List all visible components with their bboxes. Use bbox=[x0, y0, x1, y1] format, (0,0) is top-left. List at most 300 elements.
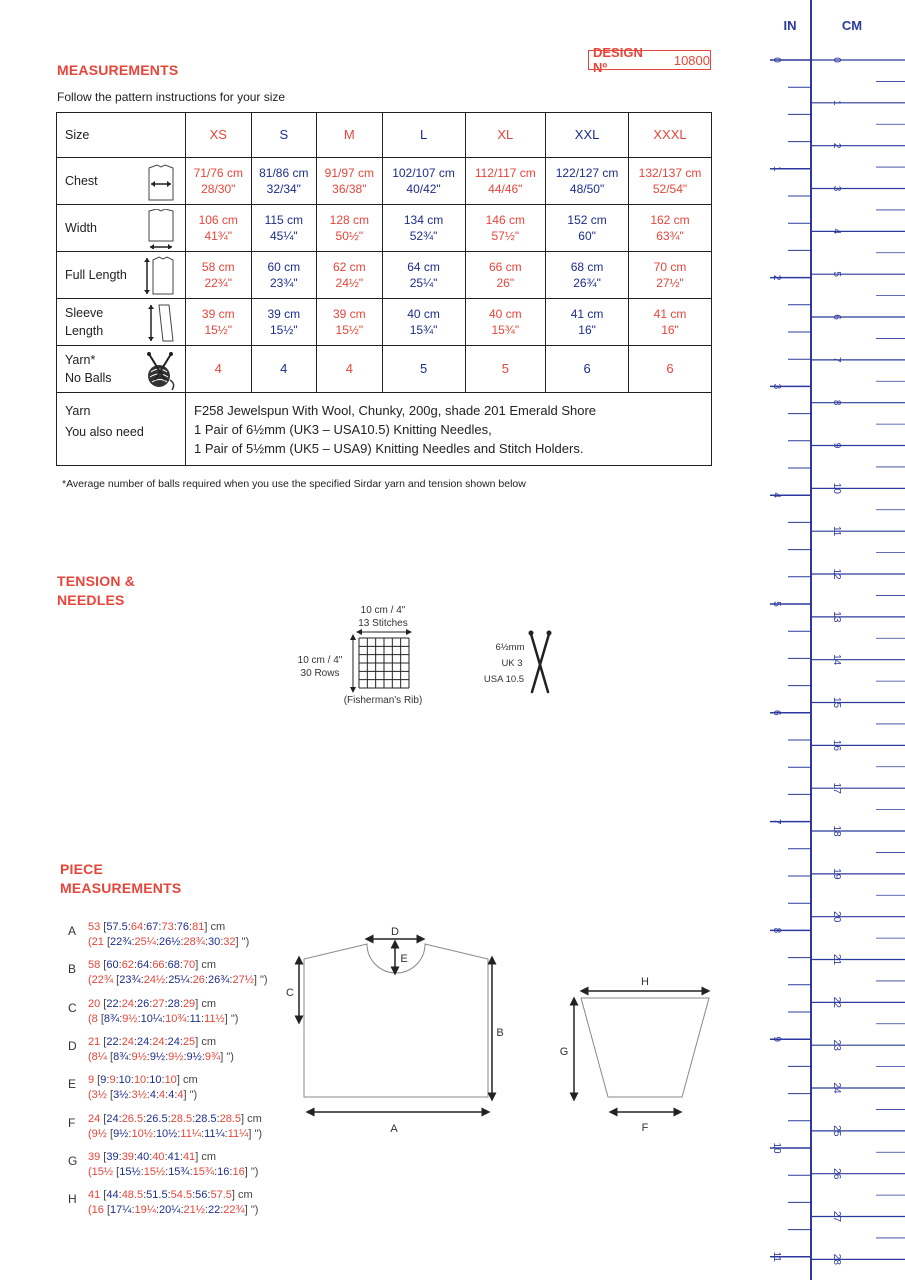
value-cm: 41 cm bbox=[570, 307, 604, 321]
separator: : bbox=[183, 1050, 187, 1063]
label-f: F bbox=[641, 1122, 649, 1134]
length-icon bbox=[139, 256, 179, 296]
piece-size-value: 9 bbox=[109, 1074, 116, 1087]
piece-values bbox=[88, 1188, 258, 1218]
label-a: A bbox=[390, 1123, 398, 1135]
tension-rows: 30 Rows bbox=[300, 668, 340, 679]
bracket: ] bbox=[220, 1050, 227, 1063]
value-cell bbox=[317, 252, 383, 299]
piece-unit: ") bbox=[260, 974, 268, 987]
ruler-cm-label: 21 bbox=[831, 953, 842, 966]
value-in: 41¾" bbox=[204, 229, 233, 243]
design-number: 10800 bbox=[673, 52, 710, 68]
balls-label-cell bbox=[57, 346, 186, 393]
balls-row bbox=[57, 346, 712, 393]
value-cell bbox=[382, 205, 465, 252]
yarn-labels bbox=[65, 401, 144, 443]
piece-size-value: 29 bbox=[182, 997, 196, 1010]
separator: : bbox=[164, 997, 168, 1010]
ruler-cm-label: 28 bbox=[831, 1253, 842, 1265]
ruler-cm-label: 1 bbox=[831, 100, 842, 106]
also-need-label: You also need bbox=[65, 425, 144, 439]
value-in: 52¾" bbox=[409, 229, 438, 243]
piece-first-value: 8 bbox=[91, 1012, 98, 1025]
bracket: ] bbox=[195, 1150, 202, 1163]
yarn-info-line: 1 Pair of 6½mm (UK3 – USA10.5) Knitting Needles, bbox=[194, 422, 492, 437]
piece-size-value: 28 bbox=[167, 997, 180, 1010]
value-cell bbox=[382, 299, 465, 346]
piece-size-value: 76 bbox=[176, 921, 190, 933]
table-row bbox=[57, 158, 712, 205]
row-label: Sleeve Length bbox=[65, 306, 104, 338]
row-label-cell bbox=[57, 205, 186, 252]
value-in: 52/54" bbox=[652, 182, 688, 196]
value-in: 25¼" bbox=[409, 276, 438, 290]
separator: : bbox=[189, 974, 193, 987]
separator: : bbox=[146, 1089, 150, 1102]
bracket: [ bbox=[100, 959, 107, 972]
piece-size-value: 11¼ bbox=[204, 1127, 225, 1140]
tension-swatch-grid bbox=[359, 638, 409, 688]
piece-size-value: 9½ bbox=[149, 1050, 166, 1063]
value-cm: 134 cm bbox=[403, 213, 444, 227]
ruler-cm-label: 8 bbox=[831, 399, 842, 406]
separator: : bbox=[224, 1127, 228, 1140]
piece-size-value: 22 bbox=[106, 1035, 119, 1048]
value-in: 15½" bbox=[335, 323, 364, 337]
table-row bbox=[57, 299, 712, 346]
piece-size-value: 17¼ bbox=[110, 1204, 132, 1217]
ruler bbox=[752, 0, 905, 1280]
piece-first-value: 21 bbox=[88, 1035, 101, 1048]
ruler-inch-label: 9 bbox=[771, 1036, 782, 1042]
separator: : bbox=[192, 1112, 196, 1125]
piece-cm-line bbox=[88, 1112, 262, 1127]
separator: : bbox=[167, 1112, 171, 1125]
value-in: 40/42" bbox=[406, 182, 441, 196]
piece-size-value: 56 bbox=[195, 1189, 208, 1202]
piece-size-value: 39 bbox=[106, 1150, 119, 1163]
ruler-cm-label: 16 bbox=[831, 739, 842, 751]
separator: : bbox=[189, 921, 193, 933]
ruler-cm-label: 20 bbox=[831, 911, 842, 923]
piece-unit: cm bbox=[182, 1074, 198, 1087]
value-in: 36/38" bbox=[332, 182, 367, 196]
label-g: G bbox=[559, 1046, 569, 1058]
piece-size-value: 8¾ bbox=[113, 1050, 129, 1063]
separator: : bbox=[115, 1074, 119, 1087]
yarn-label-cell bbox=[57, 393, 186, 466]
piece-letter: A bbox=[68, 924, 77, 938]
piece-size-value: 62 bbox=[121, 959, 134, 972]
paren-open: ( bbox=[88, 936, 92, 948]
piece-size-value: 9½ bbox=[122, 1012, 138, 1025]
ruler-inch-label: 10 bbox=[771, 1142, 782, 1154]
label-b: B bbox=[496, 1027, 504, 1039]
separator: : bbox=[128, 1127, 132, 1140]
ruler-cm-label: 3 bbox=[831, 185, 842, 192]
separator: : bbox=[118, 997, 122, 1010]
value-cm: 40 cm bbox=[488, 307, 522, 321]
piece-size-value: 15½ bbox=[143, 1165, 166, 1178]
piece-size-value: 26 bbox=[137, 997, 150, 1010]
bracket: [ bbox=[106, 1050, 114, 1063]
value-cm: 128 cm bbox=[329, 213, 369, 227]
piece-cm-line bbox=[88, 1188, 258, 1203]
value-cell bbox=[251, 205, 317, 252]
piece-size-value: 10 bbox=[133, 1074, 147, 1087]
tension-heading-line1: TENSION & bbox=[57, 573, 136, 589]
table-row bbox=[57, 205, 712, 252]
ruler-cm-label: 7 bbox=[831, 357, 842, 363]
bracket: [ bbox=[100, 1189, 107, 1202]
bracket: ] bbox=[176, 1074, 183, 1087]
piece-size-value: 22¾ bbox=[110, 936, 132, 948]
separator: : bbox=[164, 1035, 168, 1048]
value-cell bbox=[629, 299, 712, 346]
balls-count: 6 bbox=[629, 346, 712, 393]
separator: : bbox=[137, 1012, 141, 1025]
separator: : bbox=[149, 959, 153, 972]
value-in: 15¾" bbox=[409, 323, 438, 337]
ruler-cm-label: 14 bbox=[831, 654, 842, 666]
separator: : bbox=[128, 1050, 132, 1063]
ruler-cm-label: 10 bbox=[831, 482, 842, 494]
value-in: 26¾" bbox=[573, 276, 601, 290]
separator: : bbox=[119, 1012, 123, 1025]
piece-unit: cm bbox=[210, 921, 226, 933]
separator: : bbox=[214, 1165, 218, 1178]
piece-letter: D bbox=[68, 1038, 77, 1053]
width-icon bbox=[139, 209, 179, 249]
value-in: 15½" bbox=[204, 323, 233, 337]
size-xxl: XXL bbox=[546, 113, 629, 158]
value-cell bbox=[382, 158, 465, 205]
needle-size: 6½mm bbox=[495, 642, 525, 653]
tension-stitch-name: (Fisherman's Rib) bbox=[343, 695, 423, 706]
value-cm: 70 cm bbox=[653, 260, 687, 274]
piece-cm-line bbox=[88, 920, 249, 935]
separator: : bbox=[155, 1204, 160, 1217]
value-cell bbox=[317, 299, 383, 346]
piece-letter: E bbox=[68, 1077, 77, 1092]
value-cm: 132/137 cm bbox=[638, 166, 702, 180]
ruler-cm-label: 17 bbox=[831, 782, 842, 794]
ruler-inch-label: 1 bbox=[771, 166, 782, 172]
bracket: ] bbox=[195, 997, 202, 1010]
value-cell bbox=[546, 299, 629, 346]
bracket: ] bbox=[224, 1012, 231, 1025]
piece-size-value: 26.5 bbox=[121, 1112, 144, 1125]
ruler-cm-label: 5 bbox=[831, 271, 842, 277]
piece-unit: cm bbox=[201, 959, 216, 972]
piece-unit: ") bbox=[189, 1089, 198, 1102]
ruler-cm-label: 25 bbox=[831, 1125, 842, 1137]
ruler-cm-label: 26 bbox=[831, 1168, 842, 1180]
value-cm: 152 cm bbox=[567, 213, 607, 227]
bracket: [ bbox=[100, 997, 107, 1010]
separator: : bbox=[207, 1189, 211, 1202]
piece-unit: ") bbox=[250, 1204, 259, 1217]
value-cell bbox=[629, 252, 712, 299]
separator: : bbox=[165, 1089, 169, 1102]
design-label: DESIGN Nº bbox=[593, 45, 643, 75]
separator: : bbox=[118, 959, 122, 972]
ruler-cm-label: 19 bbox=[831, 868, 842, 880]
piece-letter: H bbox=[68, 1192, 77, 1207]
piece-first-value: 58 bbox=[88, 959, 101, 972]
value-cm: 71/76 cm bbox=[193, 166, 243, 180]
ruler-cm-label: 6 bbox=[831, 314, 842, 320]
piece-size-value: 39 bbox=[121, 1150, 134, 1163]
separator: : bbox=[133, 959, 137, 972]
piece-first-value: 9 bbox=[88, 1074, 95, 1087]
piece-size-value: 11¼ bbox=[180, 1127, 202, 1140]
value-in: 24½" bbox=[335, 276, 364, 290]
piece-values bbox=[88, 1035, 234, 1065]
piece-size-value: 44 bbox=[106, 1189, 119, 1202]
size-s: S bbox=[251, 113, 317, 158]
value-in: 23¾" bbox=[269, 276, 298, 290]
paren-open: ( bbox=[88, 1089, 92, 1102]
paren-open: ( bbox=[88, 1127, 92, 1140]
piece-size-value: 24 bbox=[137, 1035, 150, 1048]
paren-open: ( bbox=[88, 1050, 92, 1063]
piece-in-line bbox=[88, 1127, 262, 1142]
piece-size-value: 28.5 bbox=[170, 1112, 193, 1125]
piece-size-value: 54.5 bbox=[170, 1189, 193, 1202]
piece-size-value: 20¼ bbox=[159, 1204, 181, 1217]
value-cell bbox=[465, 158, 546, 205]
separator: : bbox=[174, 1089, 178, 1102]
separator: : bbox=[118, 1035, 122, 1048]
needle-uk: UK 3 bbox=[501, 658, 523, 669]
piece-size-value: 4 bbox=[159, 1089, 166, 1102]
ruler-cm-label: 13 bbox=[831, 611, 842, 623]
piece-size-value: 28¾ bbox=[183, 936, 205, 948]
piece-size-value: 10½ bbox=[131, 1127, 153, 1140]
ruler-cm-label: 0 bbox=[831, 57, 842, 63]
separator: : bbox=[146, 1050, 150, 1063]
piece-in-line bbox=[88, 1012, 238, 1027]
separator: : bbox=[165, 1050, 169, 1063]
piece-size-value: 4 bbox=[177, 1089, 184, 1102]
ruler-inch-label: 11 bbox=[771, 1251, 782, 1262]
separator: : bbox=[201, 1012, 205, 1025]
paren-open: ( bbox=[88, 974, 92, 987]
bracket: [ bbox=[100, 1150, 107, 1163]
value-in: 63¾" bbox=[656, 229, 684, 243]
ruler-inch-scale bbox=[770, 57, 811, 1262]
piece-first-value: 9½ bbox=[91, 1127, 107, 1140]
ruler-cm-label: 24 bbox=[831, 1082, 842, 1094]
separator: : bbox=[155, 936, 160, 948]
bracket: ] bbox=[195, 1035, 202, 1048]
piece-size-value: 10½ bbox=[155, 1127, 178, 1140]
yarn-ball-icon bbox=[139, 350, 179, 390]
value-in: 44/46" bbox=[488, 182, 523, 196]
value-in: 26" bbox=[496, 276, 515, 290]
ruler-inch-label: 3 bbox=[771, 383, 782, 390]
footnote: *Average number of balls required when you use the specified Sirdar yarn and tension shown below bbox=[62, 478, 526, 490]
value-cm: 106 cm bbox=[198, 213, 238, 227]
ruler-in-label: IN bbox=[783, 18, 797, 33]
piece-size-value: 9½ bbox=[131, 1050, 147, 1063]
piece-size-value: 67 bbox=[146, 921, 159, 933]
bracket: ] bbox=[235, 936, 242, 948]
separator: : bbox=[220, 936, 224, 948]
value-cell bbox=[317, 158, 383, 205]
piece-in-line bbox=[88, 1203, 258, 1218]
piece-size-value: 8¾ bbox=[103, 1012, 120, 1025]
bracket: ] bbox=[195, 959, 202, 972]
ruler-inch-label: 2 bbox=[771, 274, 782, 281]
size-xxxl: XXXL bbox=[629, 113, 712, 158]
separator: : bbox=[177, 1127, 181, 1140]
separator: : bbox=[189, 1165, 193, 1178]
separator: : bbox=[149, 1035, 153, 1048]
table-row bbox=[57, 252, 712, 299]
separator: : bbox=[192, 1189, 196, 1202]
value-cm: 39 cm bbox=[267, 307, 301, 321]
yarn-info-line: 1 Pair of 5½mm (UK5 – USA9) Knitting Needles and Stitch Holders. bbox=[194, 441, 584, 456]
piece-values bbox=[88, 958, 268, 988]
value-cell bbox=[465, 205, 546, 252]
separator: : bbox=[162, 1012, 166, 1025]
piece-size-value: 26½ bbox=[159, 936, 181, 948]
piece-unit: ") bbox=[250, 1165, 259, 1178]
piece-unit: ") bbox=[254, 1127, 263, 1140]
piece-heading-line2: MEASUREMENTS bbox=[60, 880, 182, 896]
piece-size-value: 22 bbox=[207, 1204, 221, 1217]
separator: : bbox=[216, 1112, 220, 1125]
piece-unit: cm bbox=[201, 1035, 216, 1048]
piece-size-value: 3½ bbox=[131, 1089, 147, 1102]
value-cm: 122/127 cm bbox=[555, 166, 619, 180]
crossed-needles-icon bbox=[529, 631, 552, 693]
separator: : bbox=[155, 1089, 159, 1102]
value-cell bbox=[546, 205, 629, 252]
piece-values bbox=[88, 920, 249, 950]
piece-size-value: 24 bbox=[106, 1112, 119, 1125]
label-h: H bbox=[641, 976, 649, 988]
separator: : bbox=[165, 1165, 169, 1178]
separator: : bbox=[179, 1035, 183, 1048]
separator: : bbox=[173, 921, 177, 933]
bracket: ] bbox=[253, 974, 261, 987]
separator: : bbox=[180, 1204, 184, 1217]
balls-count: 5 bbox=[382, 346, 465, 393]
measurements-heading: MEASUREMENTS bbox=[57, 62, 179, 78]
separator: : bbox=[229, 974, 233, 987]
piece-size-value: 64 bbox=[137, 959, 150, 972]
separator: : bbox=[143, 1189, 147, 1202]
value-cm: 60 cm bbox=[267, 260, 301, 274]
piece-size-value: 16 bbox=[232, 1165, 245, 1178]
ruler-cm-label: 11 bbox=[831, 525, 842, 537]
piece-first-value: 39 bbox=[88, 1150, 101, 1163]
ruler-inch-label: 8 bbox=[771, 927, 782, 934]
piece-size-value: 15½ bbox=[119, 1165, 141, 1178]
piece-in-line bbox=[88, 935, 249, 950]
piece-size-value: 19¼ bbox=[134, 1204, 156, 1217]
bracket: [ bbox=[97, 1012, 104, 1025]
piece-letter: G bbox=[68, 1153, 78, 1168]
separator: : bbox=[201, 1050, 205, 1063]
needle-us: USA 10.5 bbox=[483, 674, 525, 685]
value-in: 15½" bbox=[269, 323, 298, 337]
value-cm: 112/117 cm bbox=[474, 166, 536, 180]
piece-letter: C bbox=[68, 1000, 77, 1015]
row-label-cell bbox=[57, 299, 186, 346]
value-cell bbox=[251, 158, 317, 205]
piece-size-value: 25 bbox=[182, 1035, 196, 1048]
piece-size-value: 11¼ bbox=[227, 1127, 249, 1140]
separator: : bbox=[131, 1204, 135, 1217]
ruler-inch-label: 6 bbox=[771, 710, 782, 716]
piece-size-value: 22 bbox=[106, 997, 119, 1010]
piece-size-value: 10¼ bbox=[140, 1012, 163, 1025]
value-cm: 66 cm bbox=[488, 260, 522, 274]
piece-first-value: 22¾ bbox=[91, 974, 114, 987]
piece-unit: cm bbox=[238, 1189, 253, 1202]
piece-cm-line bbox=[88, 1150, 258, 1165]
piece-size-value: 23¾ bbox=[119, 974, 141, 987]
separator: : bbox=[149, 997, 153, 1010]
ruler-cm-label: 27 bbox=[831, 1210, 842, 1223]
ruler-cm-label: 4 bbox=[831, 228, 842, 235]
value-cell bbox=[465, 252, 546, 299]
value-cell bbox=[465, 299, 546, 346]
piece-size-value: 10 bbox=[149, 1074, 162, 1087]
piece-size-value: 21½ bbox=[183, 1204, 205, 1217]
value-cm: 64 cm bbox=[407, 260, 440, 274]
label-e: E bbox=[400, 953, 408, 965]
ruler-cm-label: 15 bbox=[831, 696, 842, 709]
piece-size-value: 26 bbox=[192, 974, 205, 987]
piece-unit: cm bbox=[201, 997, 216, 1010]
piece-values bbox=[88, 1112, 262, 1142]
paren-open: ( bbox=[88, 1204, 92, 1217]
piece-values bbox=[88, 1073, 198, 1103]
piece-size-value: 68 bbox=[167, 959, 180, 972]
piece-size-value: 24 bbox=[152, 1035, 165, 1048]
value-cm: 40 cm bbox=[407, 307, 440, 321]
ruler-cm-label: 12 bbox=[831, 568, 842, 580]
piece-size-value: 70 bbox=[182, 959, 196, 972]
piece-in-line bbox=[88, 1050, 234, 1065]
value-cm: 162 cm bbox=[650, 213, 690, 227]
chest-icon bbox=[139, 162, 179, 202]
value-cell bbox=[629, 205, 712, 252]
value-cell bbox=[251, 299, 317, 346]
piece-size-value: 11 bbox=[189, 1012, 202, 1025]
piece-size-value: 11½ bbox=[204, 1012, 225, 1025]
separator: : bbox=[118, 1112, 122, 1125]
size-label-cell bbox=[57, 113, 186, 158]
bracket: [ bbox=[94, 1074, 101, 1087]
bracket: [ bbox=[103, 1204, 111, 1217]
value-in: 50½" bbox=[335, 229, 364, 243]
separator: : bbox=[143, 921, 147, 933]
piece-size-value: 66 bbox=[152, 959, 165, 972]
size-m: M bbox=[317, 113, 383, 158]
piece-size-value: 10 bbox=[118, 1074, 131, 1087]
piece-size-value: 27½ bbox=[232, 974, 254, 987]
piece-size-value: 15¾ bbox=[192, 1165, 215, 1178]
piece-first-value: 3½ bbox=[91, 1089, 107, 1102]
separator: : bbox=[127, 921, 131, 933]
